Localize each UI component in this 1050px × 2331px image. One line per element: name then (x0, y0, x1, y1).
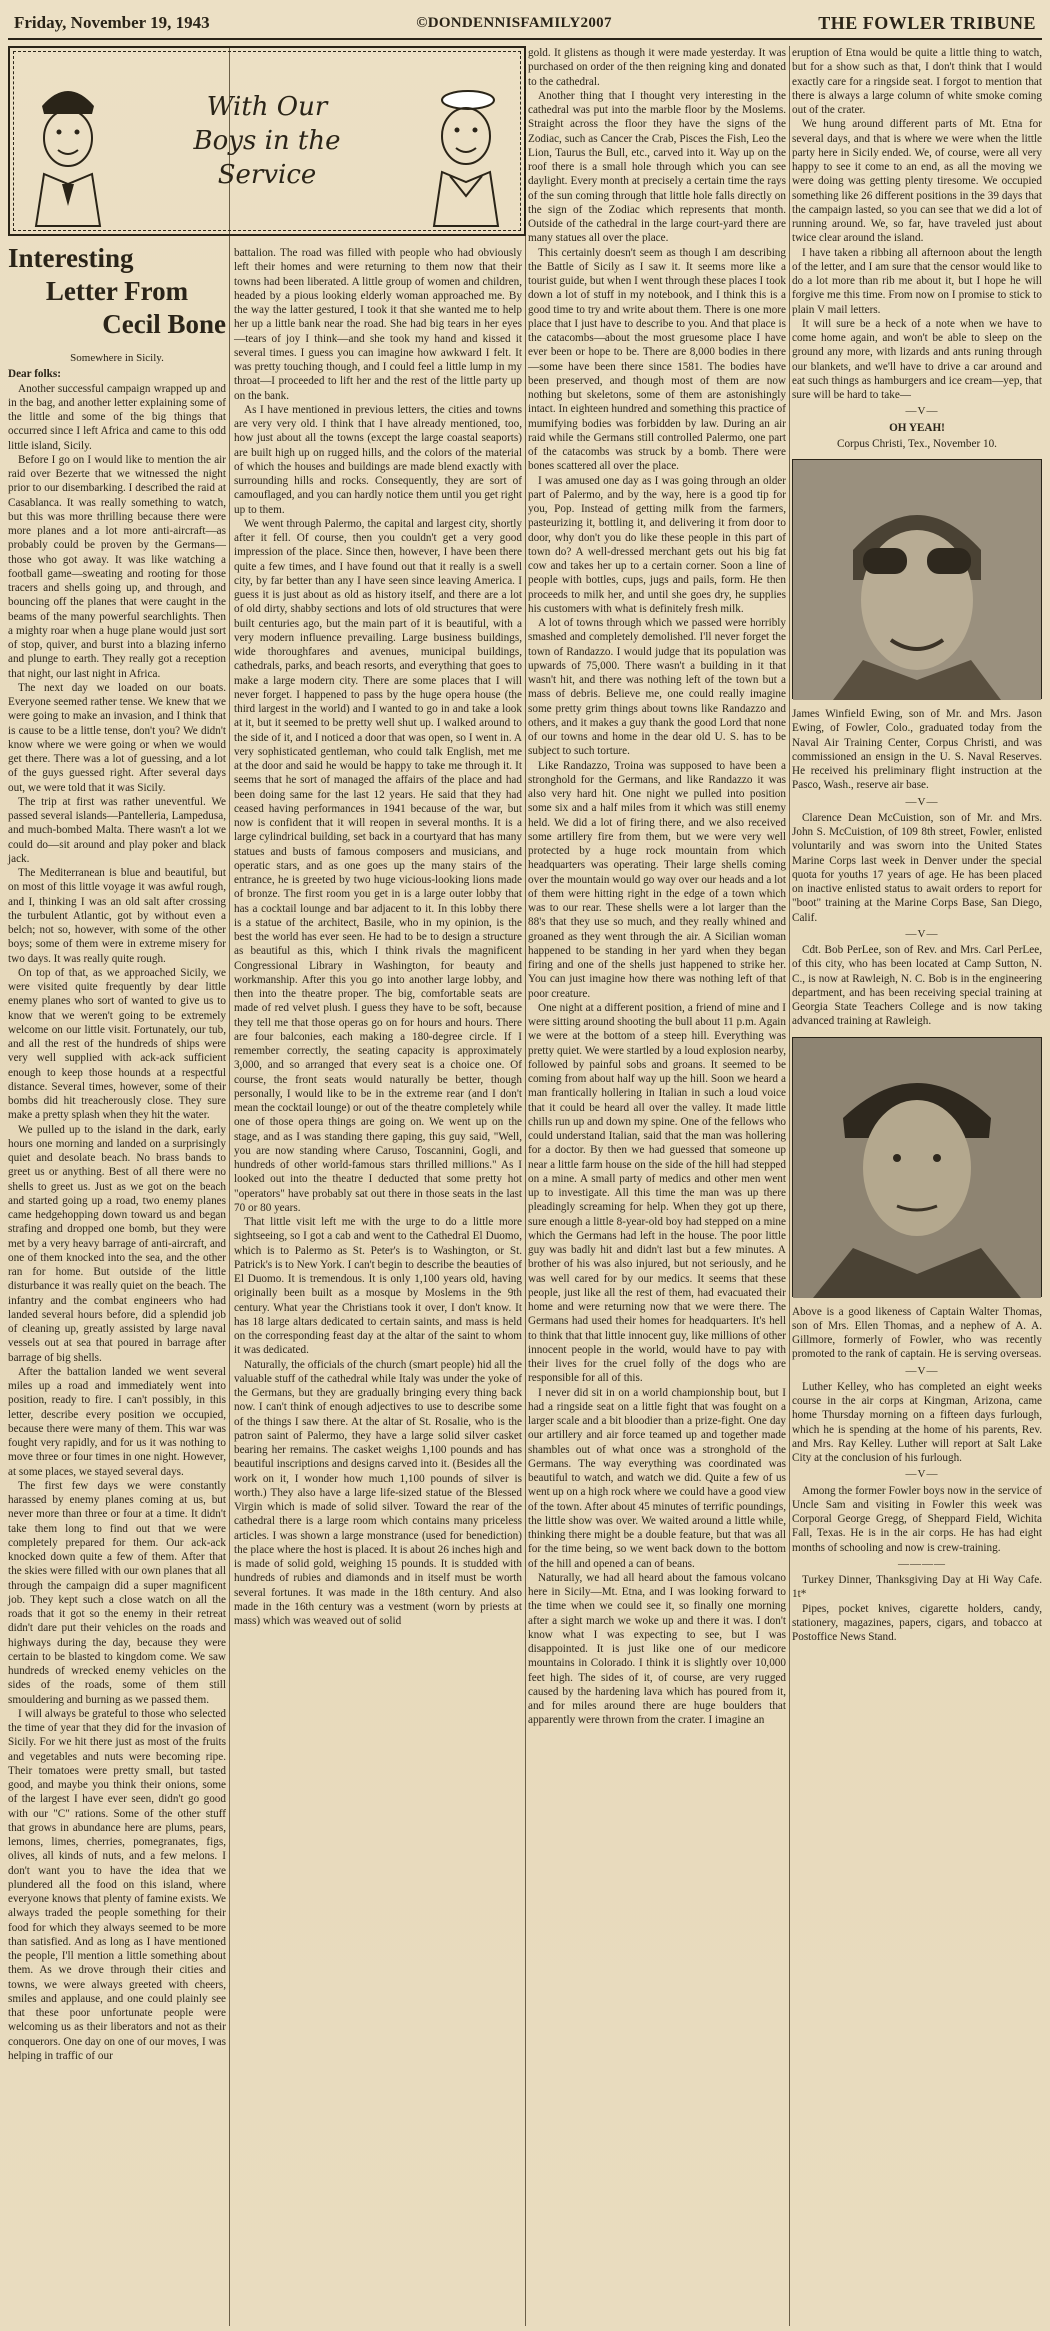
banner-frame (13, 51, 521, 231)
column-4 (792, 46, 1042, 2326)
news-item: Luther Kelley, who has completed an eight weeks course in the air corps at Kingman, Arizona, came home Thursday morning on a fifteen days furlough, which he is spending at the home of his parents, Rev. and Mrs. Ray Kelley. Luther will report at Salt Lake City at the conclusion of his furlough. (792, 1380, 1042, 1464)
column-3 (528, 46, 786, 2326)
paragraph: Before I go on I would like to mention the air raid over Bezerte that we witnessed the night prior to our disembarking. I described the raid at Casablanca. It was really something to watch, but this was more thrilling because there were more planes and a lot more anti-aircraft—as probably could be proven by the Germans—those who got away. It was like watching a football game—sweating and rooting for those tracers and shells going up, and through, and bouncing off the planes that were caught in the beams of the many powerful searchlights. Then a mighty roar when a huge plane would just sort of stop, quiver, and burst into a blazing inferno and plunge to earth. They really got a reception that night, our last night in Africa. (8, 453, 226, 680)
section-banner (8, 46, 526, 236)
banner-title: With Our Boys in the Service (193, 92, 341, 190)
column-2 (234, 246, 522, 2326)
paragraph: One night at a different position, a friend of mine and I were sitting around shooting the bull about 11 p.m. Again we were at the bottom of a steep hill. Everything was pretty quiet. We were startled by a loud explosion nearby, followed by painful sobs and groans. It seemed to be coming from about half way up the hill. Soon we heard a man frantically hollering in Italian in such a loud voice that it could be heard all over the valley. It made little chills run up and down my spine. One of the fellows who could understand Italian, said that the man was hollering for a doctor. By then we had guessed that someone up near a little farm house on the side of the hill had stepped on a mine. A small party of medics and other men went up to investigate. All this time the man was up there pleadingly screaming for help. When they got up there, sure enough a little 8-year-old boy had stepped on a mine which the Germans had left in the house. The poor little guy was badly hit and didn't last but a few minutes. A brother of his was also injured, but not seriously, and he was well cared for by our medics. It seems that these people, just like all the rest of them, had evacuated their home and were returning now that we were there. The Germans had used their homes for headquarters. It's hell to think that that little innocent guy, like millions of other innocent people in the world, would have to pay with their lives for the cruel folly of the dogs who are responsible for all of this. (528, 1001, 786, 1385)
paragraph: Naturally, we had all heard about the famous volcano here in Sicily—Mt. Etna, and I was looking forward to the time when we could see it, so finally one morning after a sight march we woke up and there it was. I don't know what I was expecting to see, but I was disappointed. It is just like one of our medicore mountains in Colorado. I think it is slightly over 10,000 feet high. The sides of it, of course, are very rugged caused by the hardening lava which has poured from it, and for miles around there are huge boulders that apparently were thrown from the crater. I imagine an (528, 1571, 786, 1727)
article-headline (8, 242, 226, 341)
photo-ewing (792, 459, 1042, 699)
sailor-cartoon-icon (420, 66, 512, 226)
column-rule (525, 46, 526, 2326)
advertisement (792, 1573, 1042, 1602)
photo-thomas (792, 1037, 1042, 1297)
newspaper-title: THE FOWLER TRIBUNE (818, 12, 1036, 33)
separator: —V— (905, 927, 939, 940)
separator: ———— (898, 1557, 946, 1570)
paragraph: Another successful campaign wrapped up and in the bag, and another letter explaining some of the little and some of the big things that occurred since I left Africa and came to this odd little island, Sicily. (8, 382, 226, 452)
paragraph: gold. It glistens as though it were made yesterday. It was purchased on order of the then reigning king and donated to the cathedral. (528, 47, 786, 88)
dateline: Somewhere in Sicily. (70, 352, 164, 364)
paragraph: We hung around different parts of Mt. Etna for several days, and that is where we were when the little party here in Sicily ended. We, of course, were all very happy to see it come to an end, as all the moving we were doing was getting plenty tiresome. We occupied something like 26 different positions in the 39 days that the campaign lasted, so you can see that we did a lot of running around. We, so far, have traveled just about twice clear around the island. (792, 118, 1042, 245)
paragraph: battalion. The road was filled with people who had obviously left their homes and were returning to them now that their towns had been liberated. A little group of women and children, headed by a pious looking elderly woman approached me. By the way the latter gestured, I took it that she wanted me to help her up a little bank near the road. She had big tears in her eyes—tears of joy I think—and she took my hand and kissed it several times. I guess you can imagine how awkward I felt. It was pretty touching though, and I could feel a little lump in my throat—I proceeded to lift her and the rest of the little party up on the bank. (234, 247, 522, 402)
paragraph: Naturally, the officials of the church (smart people) hid all the valuable stuff of the cathedral while Italy was under the yoke of the Germans, but they are gradually bringing every thing back now. I can't think of enough adjectives to use to describe some of the things I saw there. At the altar of St. Rosalie, who is the patron saint of Palermo, they have a large solid silver casket bearing her remains. The casket weighs 1,100 pounds and has beautiful inscriptions and designs carved into it. (Besides all the work on it, I wonder how much 1,100 pounds of silver is worth.) They also have a large life-sized statue of the Blessed Virgin which is made of solid silver. Toward the rear of the cathedral there is a large room which contains many priceless articles. I was shown a large monstrance (used for benediction) the place where the host is placed. It is about 26 inches high and is made of solid gold, weighing 15 pounds. It is studded with hundreds of rubies and diamonds and in itself must be worth several fortunes. It was made in the 18th century. And also made in the 16th century was a vestment (worn by priests at mass) which was weaved out of solid (234, 1358, 522, 1627)
aviator-portrait-icon (793, 460, 1041, 700)
copyright-notice: ©DONDENNISFAMILY2007 (416, 14, 612, 31)
paragraph: The trip at first was rather uneventful. We passed several islands—Pantelleria, Lampedusa, and much-bombed Malta. There wasn't a lot we could do—sit around and play poker and black jack. (8, 795, 226, 865)
headline-line: Letter From (45, 276, 189, 306)
column-rule (229, 46, 230, 2326)
paragraph: I was amused one day as I was going through an older part of Palermo, and by the way, here is a good tip for you, Pop. Instead of getting milk from the farmers, pasteurizing it, bottling it, and delivering it from door to door, why don't you do like these people in this part of town do? A well-dressed merchant gets out his big fat cow and takes her up to a certain corner. Soon a line of people with bottles, cups, jugs and pails, form. He then proceeds to milk her, and until she goes dry, he supplies his customers with what is definitely fresh milk. (528, 474, 786, 615)
paragraph: That little visit left me with the urge to do a little more sightseeing, so I got a cab and went to the Cathedral El Duomo, which is to Palermo as St. Peter's is to Washington, or St. Patrick's is to New York. I can't begin to describe the beauties of El Duomo. It is tremendous. It is only 1,100 years old, having originally been built as a mosque by Moslems in the 9th century. What year the Christians took it over, I don't know. It has 18 large altars dedicated to certain saints, and mass is held on the corresponding feast day at the altar of the saint to whom it was dedicated. (234, 1216, 523, 1357)
paragraph: I never did sit in on a world championship bout, but I had a ringside seat on a little fight that was fought on a larger scale and a bit bloodier than a prize-fight. One day our artillery and air force teamed up and together made shambles out of what once was a stronghold of the Germans. The way everything was coordinated was beautiful to watch, and watch we did. Quite a few of us went up on a high rock where we could have a good view of the town. After about 45 minutes of terrific poundings, the little show was over. We waited around a little while, thinking there might be a double feature, but that was all for the time being, so we went back down to the bottom of the hill and opened a can of beans. (528, 1386, 786, 1570)
news-item: James Winfield Ewing, son of Mr. and Mrs. Jason Ewing, of Fowler, Colo., graduated today from the Naval Air Training Center, Corpus Christi, and was commissioned an ensign in the U. S. Naval Reserves. He received his preliminary flight instruction at the Pasco, Wash., reserve air base. (792, 708, 1042, 792)
masthead (8, 8, 1042, 40)
exclamation: OH YEAH! (889, 421, 945, 434)
paragraph: Like Randazzo, Troina was supposed to have been a stronghold for the Germans, and like Randazzo it was also very hard hit. One night we pulled into position some six and a half miles from it which was still enemy held. We did a lot of firing there, and we also received some artillery fire from them, but we were very well protected by a huge rock mountain from which headquarters was operating. Their large shells coming over the mountain would go way over our heads and a lot of them were hitting right in the edge of a town which was to our rear. These shells were a lot larger than the 88's that they use so much, and they really whined and groaned as they went through the air. A Sicilian woman happened to be standing in her yard when they began firing and one of the shells just happened to strike her. You can just imagine how there was nothing left of that poor creature. (528, 759, 786, 1000)
separator: —V— (905, 405, 939, 418)
ad-text: Turkey Dinner, Thanksgiving Day at Hi Way Cafe. (802, 1574, 1042, 1586)
paragraph: The next day we loaded on our boats. Everyone seemed rather tense. We knew that we were going to make an invasion, and I think that is cause to be a little tense, don't you? We didn't know where we were going or when we would get there. There was a lot of guessing, and a lot of the guys guessed right. After several days out, we were told that it was Sicily. (8, 681, 226, 794)
news-item: Above is a good likeness of Captain Walter Thomas, son of Mrs. Ellen Thomas, and a nephew of A. A. Gillmore, formerly of Fowler, who was recently promoted to the rank of captain. He is serving overseas. (792, 1305, 1042, 1361)
separator: —V— (905, 795, 939, 808)
soldier-cartoon-icon (22, 66, 114, 226)
paragraph: The Mediterranean is blue and beautiful, but on most of this little voyage it was awful rough, and I, thinking I was an old salt after crossing the turbulent Atlantic, got by without even a belch; not so, however, with some of the other boys; some of them were in extreme misery for two days. It was really quite rough. (8, 867, 226, 965)
advertisement: Pipes, pocket knives, cigarette holders, candy, stationery, magazines, papers, cigars, and tobacco at Postoffice News Stand. (792, 1602, 1042, 1643)
issue-date: Friday, November 19, 1943 (14, 13, 210, 32)
separator: —V— (905, 1364, 939, 1377)
news-item: Cdt. Bob PerLee, son of Rev. and Mrs. Carl PerLee, of this city, who has been located at Camp Sutton, N. C., is now at Rawleigh, N. C. Bob is in the engineering department, and has been receiving special training at Georgia State Teachers College and is now taking advanced training at Rawleigh. (792, 944, 1042, 1028)
paragraph: The first few days we were constantly harassed by enemy planes coming at us, but never more than three or four at a time. It didn't take them long to find out that we were completely prepared for them. Our ack-ack knocked down quite a few of them. After that the skies were filled with our own planes that all through the campaign did a super magnificent job. They kept such a close watch on all the roads that it got so the enemy in their retreat didn't dare put their vehicles on the roads and highways during the day, because they were certain to be blasted to kingdom come. We saw hundreds of wrecked enemy vehicles on the sides of the roads, some of them still smouldering and burning as we passed them. (8, 1479, 226, 1706)
signoff: Corpus Christi, Tex., November 10. (837, 437, 997, 450)
ad-insertion-mark: 1t* (792, 1588, 807, 1601)
news-item: Among the former Fowler boys now in the service of Uncle Sam and visiting in Fowler this week was Corporal George Gregg, of Sheppard Field, Wichita Fall, Texas. He is in the air corps. He has had eight months of schooling and now is crew-training. (792, 1484, 1042, 1554)
column-1 (8, 46, 341, 2326)
paragraph: eruption of Etna would be quite a little thing to watch, but for a show such as that, I don't think that I would exactly care for a ringside seat. I forgot to mention that there is always a large column of white smoke coming out of the crater. (792, 47, 1042, 116)
paragraph: On top of that, as we approached Sicily, we were visited quite frequently by dear little enemy planes who sort of wanted to give us to know that we weren't going to be extremely welcome on our little visit. Fortunately, our tub, and all the rest of the hundreds of ships were very well supplied with ack-ack sufficient enough to keep those hounds at a respectful distance. Several times, however, some of their bombs did hit treacherously close. They sure make a pretty splash when they hit the water. (8, 966, 226, 1122)
news-item: Clarence Dean McCuistion, son of Mr. and Mrs. John S. McCuistion, of 109 8th street, Fowler, enlisted voluntarily and was sworn into the United States Marine Corps last week in Denver under the special quota for youths 17 years of age. He has been placed on inactive enlisted status to await orders to report for "boot" training at the Marine Corps Base, San Diego, Calif. (792, 811, 1042, 924)
column-rule (789, 46, 790, 2326)
headline-line: Cecil Bone (102, 309, 226, 339)
separator: —V— (905, 1468, 939, 1481)
officer-portrait-icon (793, 1038, 1041, 1298)
headline-line: Interesting (8, 243, 134, 273)
paragraph: Another thing that I thought very interesting in the cathedral was put into the marble floor by the Moslems. Straight across the floor they have the signs of the Zodiac, such as Cancer the Crab, Pisces the Fish, Leo the Lion, Taurus the Bull, etc., carved into it. Way up on the roof there is a small hole through which you can see daylight. Every month at precisely a certain time the rays of the sun coming through that little hole falls directly on the sign of the Zodiac which represents that month. Outside of the cathedral in the large court-yard there are many statues all over the place. (528, 89, 786, 245)
paragraph: We pulled up to the island in the dark, early hours one morning and landed on a surprisingly quiet and desolate beach. No brass bands to greet us or anything. Best of all there were no shells to greet us. Just as we got on the beach and started going up a road, two enemy planes came hedgehopping down toward us and began strafing and dropped one bomb, but they were met by a very heavy barrage of anti-aircraft, and one of them knocked into the sea, and the other ran for home. But outside of the little disturbance it was really quiet on the beach. The infantry and the combat engineers who had landed several hours before, did a splendid job of cleaning up, greatly assisted by large naval vessels out at sea that poured in barrage after barrage of big shells. (8, 1123, 226, 1364)
paragraph: After the battalion landed we went several miles up a road and immediately went into position, ready to fire. I can't possibly, in this letter, describe every position we occupied, because there were many of them. This war was fought very rapidly, and for us it was nothing to move three or four times in one night. However, at some places, we stayed several days. (8, 1365, 226, 1478)
paragraph: This certainly doesn't seem as though I am describing the Battle of Sicily as I saw it. It seems more like a tourist guide, but when I went through these places I took down a lot of stuff in my notebook, and I think this is a good time to try and write about them. There is one more place that I just have to describe to you. And that place is the catacombs—about the most gruesome place I have ever been or hope to be. There are 8,000 bodies in there—some have been there since 1581. The bodies have been preserved, and though most of them are now nothing but skeletons, some of them are astonishingly intact. In eighteen hundred and something this practice of mumifying bodies was forbidden by law. During an air raid while the Germans still controlled Palermo, one part of the catacombs was struck by a bomb. There were bones scattered all over the place. (528, 246, 786, 473)
salutation: Dear folks: (8, 368, 61, 381)
paragraph: I will always be grateful to those who selected the time of year that they did for the invasion of Sicily. For we hit there just as most of the fruits and vegetables and nuts were becoming ripe. Their tomatoes were pretty small, but tasted good, and maybe you think their onions, some of the largest I have ever seen, didn't go good with our "C" rations. Some of the other stuff that grows in abundance here are plums, pears, lemons, limes, cherries, pomegranates, figs, olives, all kinds of nuts, and a few melons. I don't want you to have the idea that we plundered all the food on this island, where everyone knows that plenty of famine exists. We always traded the people something for their food for which they always seemed to be more than satisfied. And as long as I have mentioned the people, I'll mention a little something about them. As we drove through their cities and towns, we were always greeted with cheers, smiles and applause, and one could plainly see that these poor unfortunate people were welcoming us as their liberators and not as their conquerors. One day on one of our moves, I was helping in traffic of our (8, 1707, 226, 2062)
paragraph: I have taken a ribbing all afternoon about the length of the letter, and I am sure that the censor would like to do a lot more than rib me about it, but I hope he will forgive me this time. From now on I promise to stick to plain V mail letters. (792, 246, 1042, 316)
paragraph: We went through Palermo, the capital and largest city, shortly after it fell. Of course, then you couldn't get a very good impression of the place. Since then, however, I have been there quite a few times, and I have found out that it really is a swell city, by far better than any I have seen since leaving America. I guess it is just about as old as history itself, and there are a lot of old dirty, shabby sections and lots of old structures that were built centuries ago, but the main part of it is beautiful, with a very modern influence prevailing. Large business buildings, wide thoroughfares and avenues, municipal buildings, cathedrals, parks, and beach resorts, and everything that goes to make a large modern city. There are some places that I will never forget. I happened to pass by the huge opera house (the third largest in the world) and I wanted to go in and take a look at it, but it seemed to be pretty well shut up. I walked around to the side of it, and I noticed a door that was open, so I went in. A very sophisticated gentleman, who could talk English, met me at the door and said he would be happy to take me through it. It seems that he sort of managed the affairs of the place and had been doing same for the last 12 years. He said that they had ceased having performances in 1941 because of the war, but now is confident that it will reopen in several months. It is a large cylindrical building, set back in a courtyard that has many statues and busts of famous composers and musicians, and operatic stars, and as one goes up the many stairs of the entrance, he is greeted by two huge vicious-looking lions made of bronze. The first room you get in is a large outer lobby that has a cocktail lounge and bar adjacent to it. In this lobby there is a statue of the architect, Basile, who in my opinion, is the best the world has ever seen. He had to be to design a structure as beautiful as this, which I think rivals the magnificent Congressional Library in Washington, for beauty and workmanship. After this you go into another large lobby, and then into the theatre proper. The big, comfortable seats are made of red velvet plush. I guess they have to be soft, because they tell me that those operas go on for hours and hours. There are four balconies, each making a 180-degree circle. If I remember correctly, the seating capacity is approximately 3,000, and so arranged that every seat is a choice one. Of course, the front seats would naturally be better, though personally, I would like to be in the extreme rear (and I don't mean the cocktail lounge) or out of the theatre completely while one of those opera things are going on. We went up on the stage, and as I was standing there gaping, this guy said, "Well, you are now standing where Caruso, Toscannini, Gogli, and hundreds of other world-famous stars thrilled millions." As I looked out into the theatre I deducted that some pretty hot "operators" have probably sat out there in those seats in the last 70 or 80 years. (234, 517, 522, 1214)
paragraph: It will sure be a heck of a note when we have to come home again, and won't be able to sleep on the ground any more, with lizards and ants runing through our blankets, and we'll have to drive a car around and eat such things as hamburgers and ice cream—yep, that sure will be hard to take— (792, 317, 1042, 401)
paragraph: As I have mentioned in previous letters, the cities and towns are very very old. I think that I have already mentioned, too, how just about all the towns (except the large coastal seaports) are built high up on rugged hills, and the colors of the material of which the houses and buildings are made blend exactly with surrounding hills and rocks. Consequently, they are sort of camouflaged, and you can hardly notice them until you get right up to them. (234, 403, 522, 516)
paragraph: A lot of towns through which we passed were horribly smashed and completely demolished. I'll never forget the town of Randazzo. I would judge that its population was upwards of 75,000. There wasn't a building in it that wasn't hit, and there was nothing left of the town but a mass of debris. Believe me, one could really imagine some pretty grim things about towns like Randazzo and others, and it makes a guy thank the good Lord that none of our towns and home in the dear old U. S. has to be subject to such torture. (528, 617, 786, 758)
